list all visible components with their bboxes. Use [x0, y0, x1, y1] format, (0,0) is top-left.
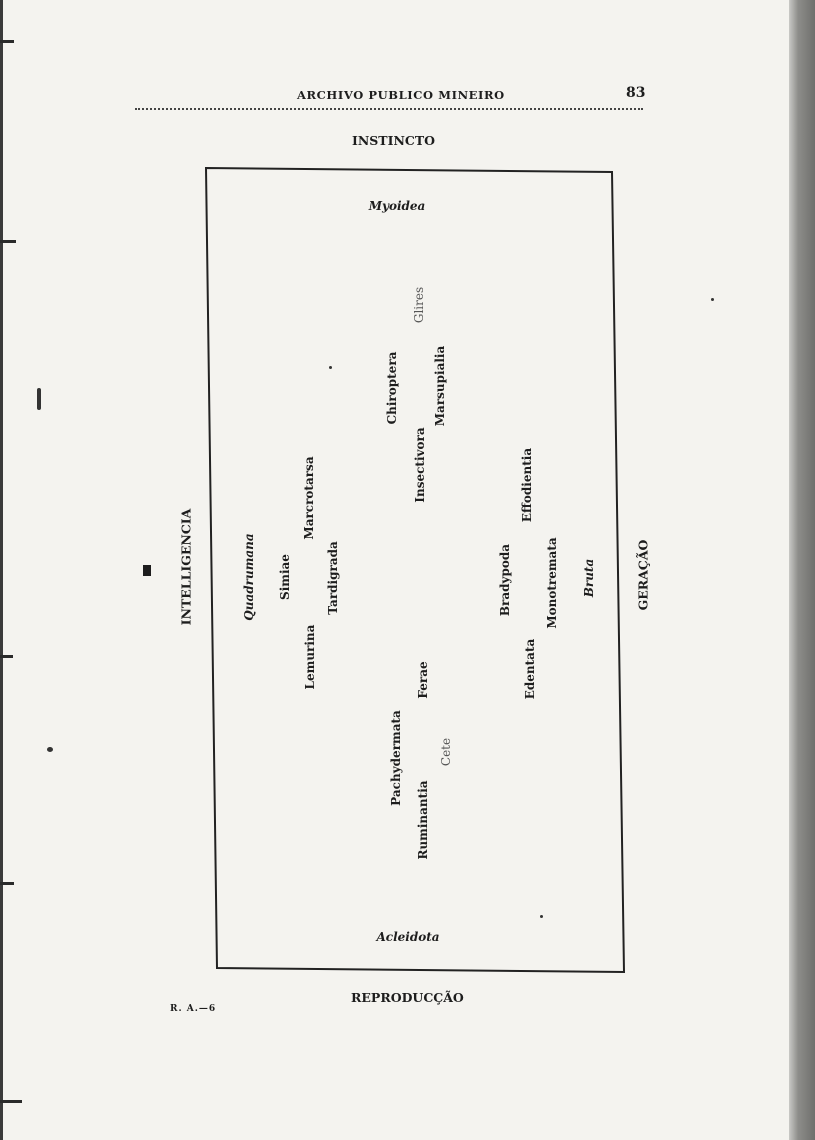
- taxon-simiae: Simiae: [278, 554, 292, 600]
- taxon-marsupialia: Marsupialia: [433, 345, 447, 427]
- binding-mark: [0, 240, 16, 243]
- page-right-edge: [789, 0, 815, 1140]
- taxon-ruminantia: Ruminantia: [416, 780, 430, 860]
- diagram-top-label: INSTINCTO: [352, 133, 436, 148]
- taxon-acleidota: Acleidota: [376, 930, 440, 944]
- taxon-cete: Cete: [439, 737, 453, 767]
- paper-speck: [37, 388, 41, 410]
- paper-speck: [329, 366, 332, 369]
- taxon-lemurina: Lemurina: [303, 624, 317, 690]
- taxon-myoidea: Myoidea: [368, 199, 426, 213]
- binding-mark: [0, 40, 14, 43]
- roman-numeral-mark: [143, 565, 151, 576]
- binding-mark: [0, 655, 13, 658]
- taxon-quadrumana: Quadrumana: [242, 533, 256, 621]
- taxon-bradypoda: Bradypoda: [498, 543, 512, 617]
- page-number: 83: [626, 85, 646, 101]
- paper-speck: [711, 298, 714, 301]
- taxon-effodientia: Effodientia: [520, 447, 534, 523]
- taxon-monotremata: Monotremata: [545, 537, 559, 629]
- taxon-insectivora: Insectivora: [413, 427, 427, 503]
- binding-mark: [0, 882, 14, 885]
- page-left-edge: [0, 0, 3, 1140]
- taxon-marcrotarsa: Marcrotarsa: [302, 456, 316, 540]
- header-rule: [135, 108, 643, 110]
- taxon-chiroptera: Chiroptera: [385, 351, 399, 425]
- diagram-right-label: GERAÇÃO: [635, 539, 651, 611]
- binding-mark: [0, 1100, 22, 1103]
- taxon-pachydermata: Pachydermata: [389, 710, 403, 806]
- taxon-glires: Glires: [412, 286, 426, 324]
- taxon-tardigrada: Tardigrada: [326, 541, 340, 615]
- paper-speck: [540, 915, 543, 918]
- taxon-bruta: Bruta: [582, 558, 596, 598]
- taxon-edentata: Edentata: [523, 638, 537, 700]
- printer-signature: R. A.—6: [170, 1004, 217, 1014]
- paper-speck: [47, 747, 53, 752]
- taxon-ferae: Ferae: [416, 661, 430, 699]
- running-header: ARCHIVO PUBLICO MINEIRO: [297, 88, 505, 102]
- diagram-left-label: INTELLIGENCIA: [178, 508, 194, 626]
- diagram-bottom-label: REPRODUCÇÃO: [351, 990, 464, 1005]
